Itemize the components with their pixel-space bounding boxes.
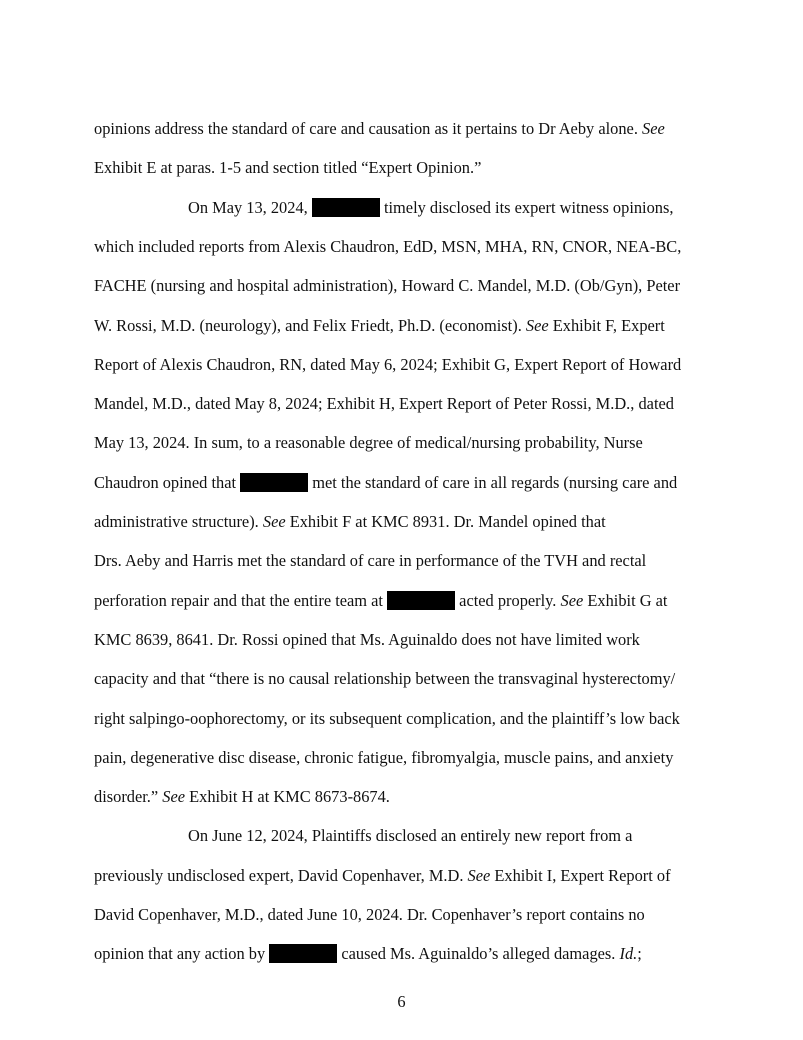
italic-citation: See [162, 787, 186, 807]
text-run: FACHE (nursing and hospital administration), Howard C. Mandel, M.D. (Ob/Gyn), Peter [94, 276, 681, 296]
italic-citation: See [525, 315, 549, 335]
text-run: met the standard of care in all regards (nursing care and [308, 472, 678, 492]
text-line [188, 198, 673, 218]
text-run: capacity and that “there is no causal relationship between the transvaginal hysterectomy/ [94, 669, 676, 689]
text-run: previously undisclosed expert, David Copenhaver, M.D. [94, 865, 468, 885]
text-run: KMC 8639, 8641. Dr. Rossi opined that Ms. Aguinaldo does not have limited work [94, 629, 640, 649]
text-run: Exhibit G at [583, 590, 668, 610]
text-run: perforation repair and that the entire team at [94, 590, 388, 610]
text-run: May 13, 2024. In sum, to a reasonable degree of medical/nursing probability, Nurse [94, 433, 643, 453]
text-run: Exhibit F, Expert [548, 315, 665, 335]
text-line [94, 433, 643, 453]
text-run: David Copenhaver, M.D., dated June 10, 2024. Dr. Copenhaver’s report contains no [94, 905, 645, 924]
text-run: right salpingo-oophorectomy, or its subsequent complication, and the plaintiff’s low back [94, 708, 680, 728]
text-run: disorder.” [94, 787, 163, 807]
text-run: pain, degenerative disc disease, chronic fatigue, fibromyalgia, muscle pains, and anxiety [94, 747, 674, 767]
text-line [94, 748, 673, 768]
text-run: acted properly. [455, 590, 561, 610]
text-line [94, 551, 646, 571]
redaction-box [387, 591, 455, 610]
text-line [94, 119, 665, 139]
text-run: Exhibit E at paras. 1-5 and section titled “Expert Opinion.” [94, 158, 482, 178]
text-run: Mandel, M.D., dated May 8, 2024; Exhibit H, Expert Report of Peter Rossi, M.D., dated [94, 394, 674, 414]
text-line [188, 826, 632, 846]
text-run: Chaudron opined that [94, 472, 241, 492]
italic-citation: See [642, 119, 665, 138]
text-line [94, 630, 640, 650]
text-run: opinions address the standard of care and causation as it pertains to Dr Aeby alone. [94, 119, 643, 138]
italic-citation: Id. [619, 944, 638, 964]
text-run: Drs. Aeby and Harris met the standard of care in performance of the TVH and rectal [94, 551, 647, 571]
text-run: timely disclosed its expert witness opinions, [379, 197, 674, 217]
text-line [94, 237, 681, 257]
text-run: Exhibit I, Expert Report of [490, 865, 671, 885]
redaction-box [312, 198, 380, 217]
text-line [94, 316, 665, 336]
page-number: 6 [397, 992, 406, 1011]
text-line [94, 591, 667, 611]
text-run: administrative structure). [94, 512, 263, 531]
text-run: which included reports from Alexis Chaudron, EdD, MSN, MHA, RN, CNOR, NEA-BC, [94, 236, 682, 256]
text-run: ; [637, 944, 642, 964]
text-run: caused Ms. Aguinaldo’s alleged damages. [337, 944, 620, 964]
text-run: Exhibit F at KMC 8931. Dr. Mandel opined that [285, 512, 606, 531]
italic-citation: See [560, 590, 584, 610]
text-line [94, 787, 390, 807]
italic-citation: See [467, 865, 491, 885]
text-run: opinion that any action by [94, 944, 270, 964]
text-line [94, 276, 680, 296]
text-line [94, 473, 677, 493]
text-line [94, 512, 606, 532]
text-run: W. Rossi, M.D. (neurology), and Felix Friedt, Ph.D. (economist). [94, 315, 526, 335]
text-line [94, 866, 671, 886]
redaction-box [240, 473, 308, 492]
text-line [94, 944, 642, 964]
text-run: Report of Alexis Chaudron, RN, dated May 6, 2024; Exhibit G, Expert Report of Howard [94, 354, 682, 374]
text-run: Exhibit H at KMC 8673-8674. [185, 787, 390, 807]
redaction-box [269, 944, 337, 963]
text-line [94, 905, 645, 925]
text-line [94, 394, 674, 414]
italic-citation: See [262, 512, 286, 531]
text-run: On May 13, 2024, [188, 197, 312, 217]
text-line [94, 709, 680, 729]
text-line [94, 158, 481, 178]
text-run: On June 12, 2024, Plaintiffs disclosed an entirely new report from a [188, 826, 633, 846]
text-line [94, 355, 681, 375]
text-line [94, 669, 675, 689]
